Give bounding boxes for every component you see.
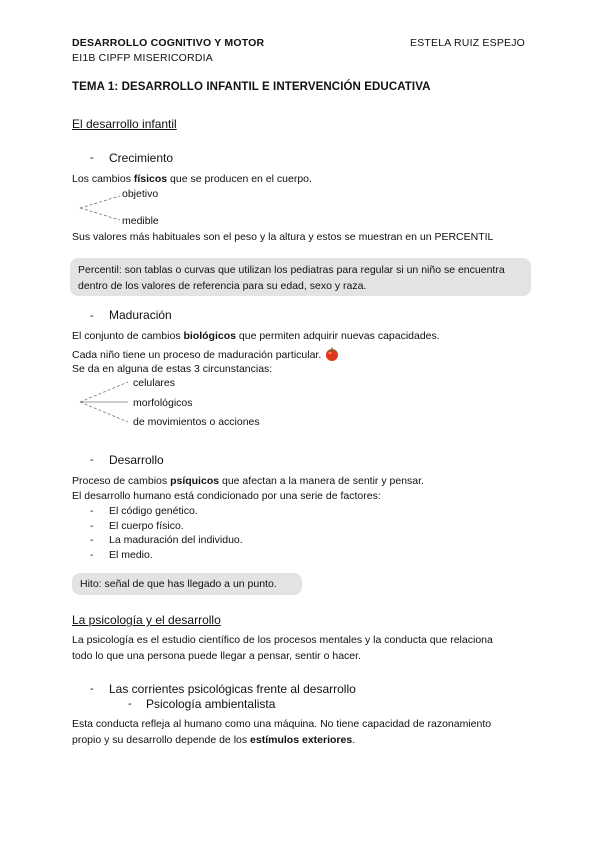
factor-cuerpo-fisico: El cuerpo físico. (109, 520, 184, 532)
list-item-dash: - (90, 520, 94, 532)
bullet-dash: - (90, 683, 94, 695)
crecimiento-percentil-line: Sus valores más habituales son el peso y la altura y estos se muestran en un PERCENTIL (72, 231, 494, 243)
desarrollo-label: Desarrollo (109, 453, 164, 467)
hito-note: Hito: señal de que has llegado a un punto. (72, 573, 302, 595)
bullet-dash: - (90, 454, 94, 466)
maduracion-label: Maduración (109, 308, 172, 322)
list-item-dash: - (90, 549, 94, 561)
ambientalista-line2: propio y su desarrollo depende de los estímulos exteriores. (72, 734, 356, 746)
desarrollo-factores-intro: El desarrollo humano está condicionado por una serie de factores: (72, 490, 381, 502)
section-heading-psicologia: La psicología y el desarrollo (72, 613, 221, 627)
list-item-dash: - (90, 534, 94, 546)
page-title: TEMA 1: DESARROLLO INFANTIL E INTERVENCIÓN EDUCATIVA (72, 81, 431, 93)
maduracion-branch-movimientos: de movimientos o acciones (133, 416, 260, 428)
crecimiento-branch-medible: medible (122, 215, 159, 227)
crecimiento-label: Crecimiento (109, 151, 174, 165)
ambientalista-label: Psicología ambientalista (146, 697, 276, 711)
header-author: ESTELA RUIZ ESPEJO (410, 37, 526, 49)
factor-maduracion: La maduración del individuo. (109, 534, 243, 546)
maduracion-particular: Cada niño tiene un proceso de maduración particular. (72, 346, 340, 366)
maduracion-branch-celulares: celulares (133, 377, 176, 389)
list-item-dash: - (90, 505, 94, 517)
crecimiento-branch-objetivo: objetivo (122, 188, 159, 200)
maduracion-circunstancias: Se da en alguna de estas 3 circunstancias: (72, 363, 273, 375)
bullet-dash: - (128, 698, 132, 710)
section-heading-desarrollo-infantil: El desarrollo infantil (72, 117, 177, 131)
bullet-dash: - (90, 310, 94, 322)
percentil-note: Percentil: son tablas o curvas que utilizan los pediatras para regular si un niño se encuentra dentro de los valores de referencia para su edad, sexo y raza. (70, 258, 531, 296)
maduracion-definition: El conjunto de cambios biológicos que permiten adquirir nuevas capacidades. (72, 330, 440, 342)
desarrollo-definition: Proceso de cambios psíquicos que afectan a la manera de sentir y pensar. (72, 475, 424, 487)
factor-codigo-genetico: El código genético. (109, 505, 198, 517)
corrientes-label: Las corrientes psicológicas frente al desarrollo (109, 682, 356, 696)
crecimiento-branch-lines (78, 193, 128, 225)
header-course: EI1B CIPFP MISERICORDIA (72, 52, 213, 64)
tomato-icon (324, 346, 340, 366)
psicologia-definition-line1: La psicología es el estudio científico de los procesos mentales y la conducta que relaciona (72, 634, 493, 646)
ambientalista-line1: Esta conducta refleja al humano como una máquina. No tiene capacidad de razonamiento (72, 718, 492, 730)
header-subject: DESARROLLO COGNITIVO Y MOTOR (72, 37, 265, 49)
bullet-dash: - (90, 152, 94, 164)
factor-medio: El medio. (109, 549, 153, 561)
maduracion-branch-morfologicos: morfológicos (133, 397, 193, 409)
crecimiento-definition: Los cambios físicos que se producen en el cuerpo. (72, 173, 312, 185)
psicologia-definition-line2: todo lo que una persona puede llegar a pensar, sentir o hacer. (72, 650, 361, 662)
maduracion-branch-lines (78, 378, 138, 428)
